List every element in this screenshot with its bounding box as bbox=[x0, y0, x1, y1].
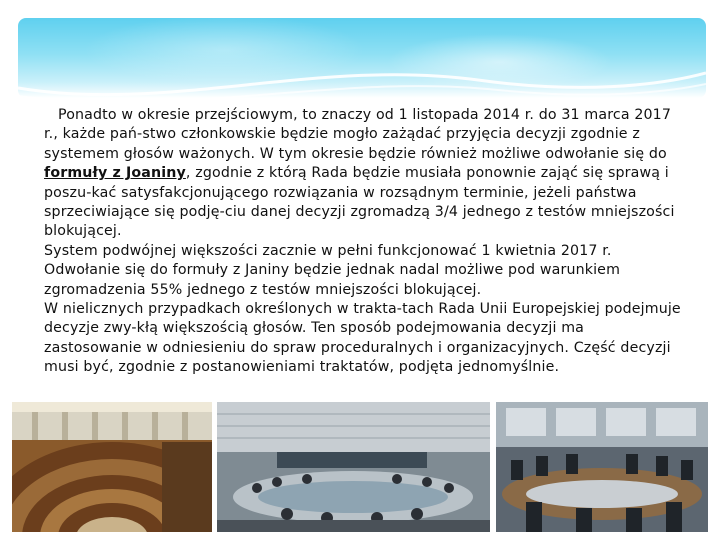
body-text bbox=[44, 106, 684, 378]
paragraph-simple-majority: W nielicznych przypadkach określonych w trakta-tach Rada Unii Europejskiej podejmuje decyzje zwy-kłą większością głosów. Ten sposób podejmowania decyzji ma zastosowanie w odniesieniu do spraw proceduralnych i organizacyjnych. Część decyzji musi być, zgodnie z postanowieniami traktatów, podjęta jednomyślnie. bbox=[44, 301, 681, 376]
paragraph-1-end: , zgodnie z którą Rada będzie musiała ponownie zająć się sprawą i poszu-kać satysfakcjonującego rozwiązania w rozsądnym terminie, jeżeli państwa sprzeciwiające się podję-ciu danej decyzji zgromadzą 3/4 jednego z testów mniejszości blokującej. bbox=[44, 165, 675, 240]
photo-council-table bbox=[496, 402, 708, 532]
photo-strip bbox=[12, 402, 708, 532]
header-decoration bbox=[18, 18, 706, 108]
photo-council-meeting-hall bbox=[217, 402, 490, 532]
joanina-formula-term: formuły z Joaniny bbox=[44, 165, 186, 182]
paragraph-transition-period bbox=[44, 106, 684, 242]
photo-parliament-chamber bbox=[12, 402, 212, 532]
paragraph-double-majority: System podwójnej większości zacznie w pełni funkcjonować 1 kwietnia 2017 r. Odwołanie się do formuły z Janiny będzie jednak nadal możliwe pod warunkiem zgromadzenia 55% jednego z testów mniejszości blokującej. bbox=[44, 242, 621, 298]
paragraph-1-start: Ponadto w okresie przejściowym, to znaczy od 1 listopada 2014 r. do 31 marca 2017 r., każde pań-stwo członkowskie będzie mogło zażądać przyjęcia decyzji zgodnie z systemem głosów ważonych. W tym okresie będzie również możliwe odwołanie się do bbox=[44, 107, 672, 162]
